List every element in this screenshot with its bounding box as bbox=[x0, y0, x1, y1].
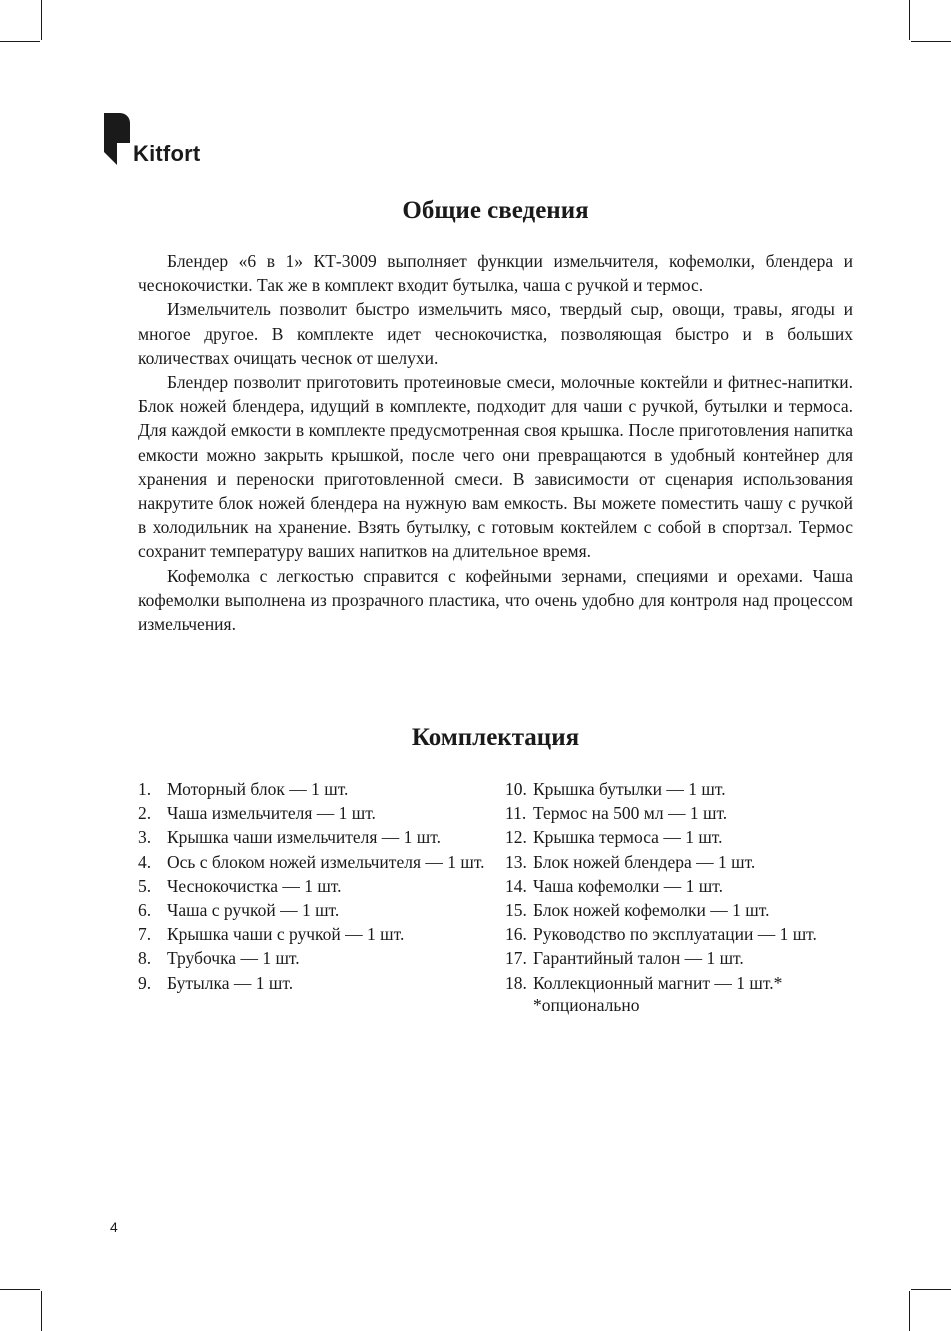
item-number: 5. bbox=[138, 875, 152, 896]
item-text: Гарантийный талон — 1 шт. bbox=[533, 948, 744, 969]
item-text: Термос на 500 мл — 1 шт. bbox=[533, 803, 728, 824]
item-number: 12. bbox=[505, 827, 527, 848]
item-number: 7. bbox=[138, 924, 152, 945]
item-number: 10. bbox=[505, 779, 527, 799]
item-number: 8. bbox=[138, 948, 152, 969]
item-number: 11. bbox=[505, 803, 527, 824]
item-text: Руководство по эксплуатации — 1 шт. bbox=[533, 924, 817, 945]
list-item bbox=[505, 922, 865, 946]
item-text: Крышка чаши с ручкой — 1 шт. bbox=[167, 924, 405, 945]
item-text: Коллекционный магнит — 1 шт.* bbox=[533, 972, 783, 993]
item-number: 17. bbox=[505, 948, 527, 969]
item-number: 15. bbox=[505, 900, 527, 921]
list-item bbox=[138, 922, 488, 946]
item-text: Крышка бутылки — 1 шт. bbox=[533, 779, 726, 799]
item-text: Моторный блок — 1 шт. bbox=[167, 779, 349, 799]
paragraph: Кофемолка с легкостью справится с кофейными зернами, специями и орехами. Чаша кофемолки выполнена из прозрачного пластика, что очень удобно для контроля над процессом измельчения. bbox=[138, 565, 853, 635]
crop-mark bbox=[909, 0, 910, 40]
item-text: Блок ножей блендера — 1 шт. bbox=[533, 851, 756, 872]
paragraph: Измельчитель позволит быстро измельчить мясо, твердый сыр, овощи, травы, ягоды и многое другое. В комплекте идет чеснокочистка, позволяющая быстро и в больших количествах очищать чеснок от шелухи. bbox=[138, 299, 853, 368]
list-item bbox=[505, 874, 865, 898]
paragraph: Блендер «6 в 1» КТ-3009 выполняет функции измельчителя, кофемолки, блендера и чеснокочистки. Так же в комплект входит бутылка, чаша с ручкой и термос. bbox=[138, 251, 853, 296]
list-item bbox=[138, 874, 488, 898]
list-item bbox=[138, 850, 488, 874]
list-item bbox=[505, 850, 865, 874]
item-text: Крышка термоса — 1 шт. bbox=[533, 827, 723, 848]
general-body bbox=[138, 249, 853, 636]
crop-mark bbox=[41, 0, 42, 40]
item-text: Чаша с ручкой — 1 шт. bbox=[167, 900, 340, 921]
crop-mark bbox=[0, 41, 40, 42]
item-text: Бутылка — 1 шт. bbox=[167, 972, 294, 993]
item-number: 13. bbox=[505, 851, 527, 872]
list-item bbox=[138, 825, 488, 849]
item-text: Блок ножей кофемолки — 1 шт. bbox=[533, 900, 770, 921]
item-number: 16. bbox=[505, 924, 527, 945]
item-number: 9. bbox=[138, 972, 152, 993]
list-item bbox=[505, 971, 865, 995]
item-number: 3. bbox=[138, 827, 152, 848]
section-title-general: Общие сведения bbox=[402, 197, 589, 224]
crop-mark bbox=[911, 41, 951, 42]
section-title-kit: Комплектация bbox=[411, 724, 580, 751]
item-text: Чаша кофемолки — 1 шт. bbox=[533, 875, 723, 896]
item-text: Крышка чаши измельчителя — 1 шт. bbox=[167, 827, 441, 848]
list-item bbox=[505, 777, 865, 801]
item-number: 2. bbox=[138, 803, 152, 824]
page-number: 4 bbox=[110, 1219, 118, 1235]
kitfort-logo-icon bbox=[104, 113, 130, 165]
item-text: Ось с блоком ножей измельчителя — 1 шт. bbox=[167, 851, 485, 872]
list-item bbox=[505, 825, 865, 849]
brand-logo bbox=[104, 113, 200, 165]
crop-mark bbox=[41, 1291, 42, 1331]
crop-mark bbox=[909, 1291, 910, 1331]
list-item bbox=[138, 971, 488, 995]
item-text: Чаша измельчителя — 1 шт. bbox=[167, 803, 376, 824]
item-number: 14. bbox=[505, 875, 527, 896]
list-item bbox=[505, 946, 865, 970]
item-number: 6. bbox=[138, 900, 152, 921]
optional-note: *опционально bbox=[533, 995, 640, 1015]
paragraph: Блендер позволит приготовить протеиновые смеси, молочные коктейли и фитнес-напитки. Блок ножей блендера, идущий в комплекте, подходит для чаши с ручкой, бутылки и термоса. Для каждой емкости в комплекте предусмотренная своя крышка. После приготовления напитка емкости можно закрыть крышкой, после чего они превращаются в удобный контейнер для хранения и переноски приготовленной смеси. В зависимости от сценария использования накрутите блок ножей блендера на нужную вам емкость. Вы можете поместить чашу с ручкой в холодильник на хранение. Взять бутылку, с готовым коктейлем с собой в спортзал. Термос сохранит температуру ваших напитков на длительное время. bbox=[138, 372, 853, 562]
item-number: 18. bbox=[505, 972, 527, 993]
list-item bbox=[505, 801, 865, 825]
item-text: Чеснокочистка — 1 шт. bbox=[167, 875, 342, 896]
list-item bbox=[138, 801, 488, 825]
item-number: 1. bbox=[138, 779, 152, 799]
crop-mark bbox=[0, 1289, 40, 1290]
crop-mark bbox=[911, 1289, 951, 1290]
item-text: Трубочка — 1 шт. bbox=[167, 948, 300, 969]
item-number: 4. bbox=[138, 851, 152, 872]
kit-list-right bbox=[505, 777, 865, 995]
list-item bbox=[138, 946, 488, 970]
brand-name: Kitfort bbox=[133, 141, 201, 166]
list-item bbox=[505, 898, 865, 922]
kit-list-left bbox=[138, 777, 488, 995]
list-item bbox=[138, 777, 488, 801]
list-item bbox=[138, 898, 488, 922]
